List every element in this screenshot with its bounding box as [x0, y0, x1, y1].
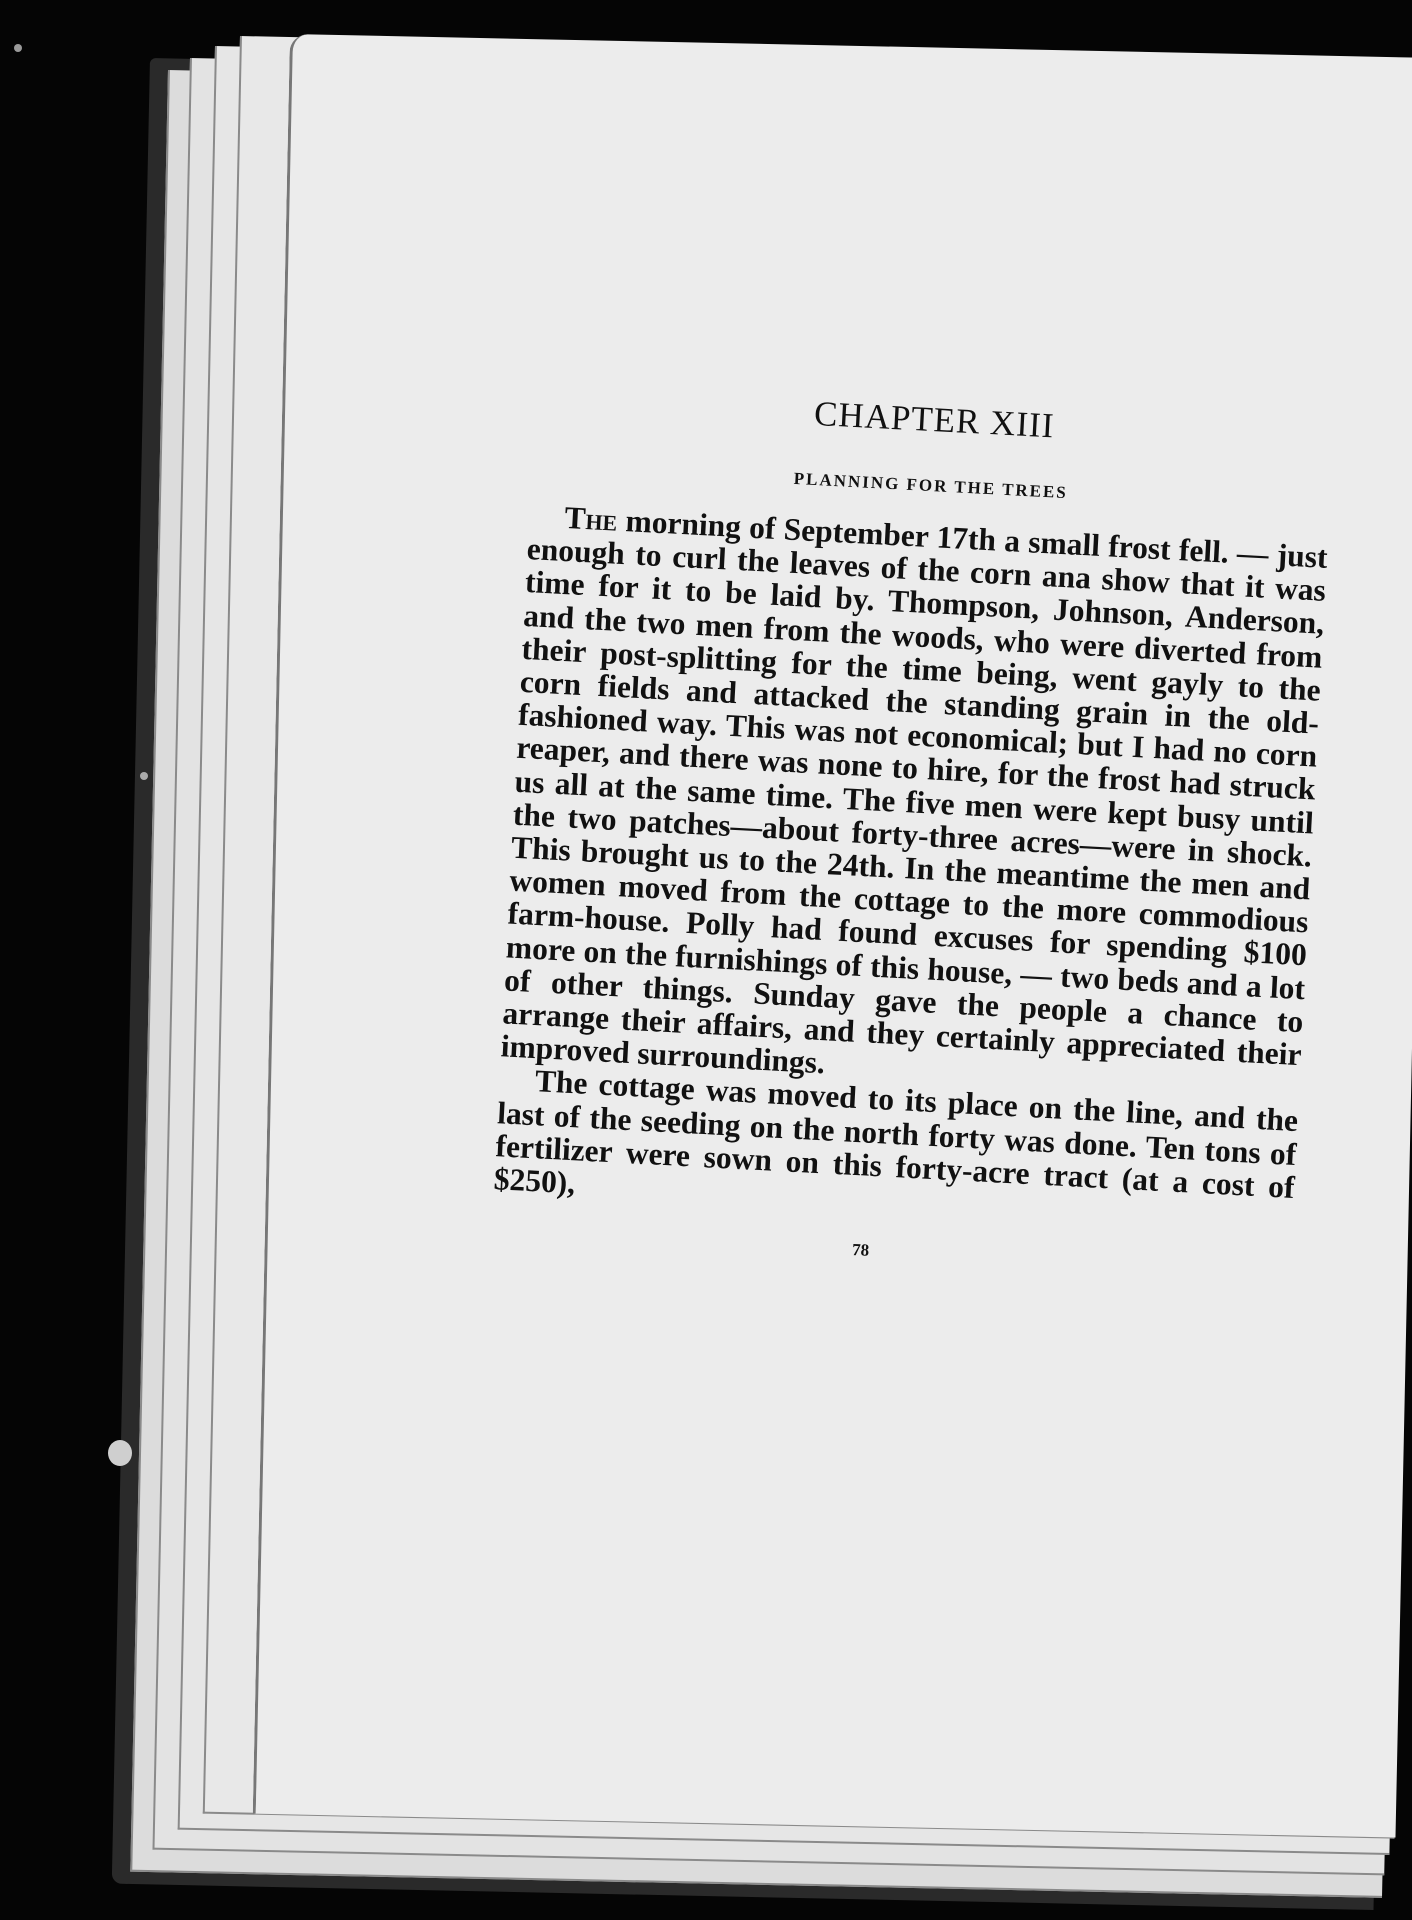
chapter-subtitle: PLANNING FOR THE TREES [793, 468, 1069, 503]
chapter-title: CHAPTER XIII [813, 393, 1056, 446]
scan-speck [140, 772, 148, 780]
scan-speck [108, 1440, 132, 1466]
book-page [253, 34, 1412, 1838]
page-number: 78 [851, 1240, 870, 1261]
paragraph-lead-word: The [563, 499, 619, 538]
paragraph-text: morning of September 17th a small frost fell. — just enough to curl the leaves of the corn ana show that it was time for it to be laid by. Thompson, Johnson, Anderson, and the two men from the woods, who were diverted from their post-splitting for the time being, went gayly to the corn fields and attacked the standing grain in the old-fashioned way. This was not economical; but I had no corn reaper, and there was none to hire, for the frost had struck us all at the same time. The five men were kept busy until the two patches—about forty-three acres—were in shock. This brought us to the 24th. In the meantime the men and women moved from the cottage to the more commodious farm-house. Polly had found excuses for spending $100 more on the furnishings of this house, — two beds and a lot of other things. Sunday gave the people a chance to arrange their affairs, and they certainly appreciated their improved surroundings. [499, 502, 1329, 1081]
scan-speck [14, 44, 22, 52]
page-text-block [491, 379, 1335, 1283]
body-paragraph: The cottage was moved to its place on the line, and the last of the seeding on the north forty was done. Ten tons of fertilizer were sown on this forty-acre tract (at a cost of $250), [493, 1063, 1299, 1205]
body-paragraph [500, 499, 1328, 1105]
